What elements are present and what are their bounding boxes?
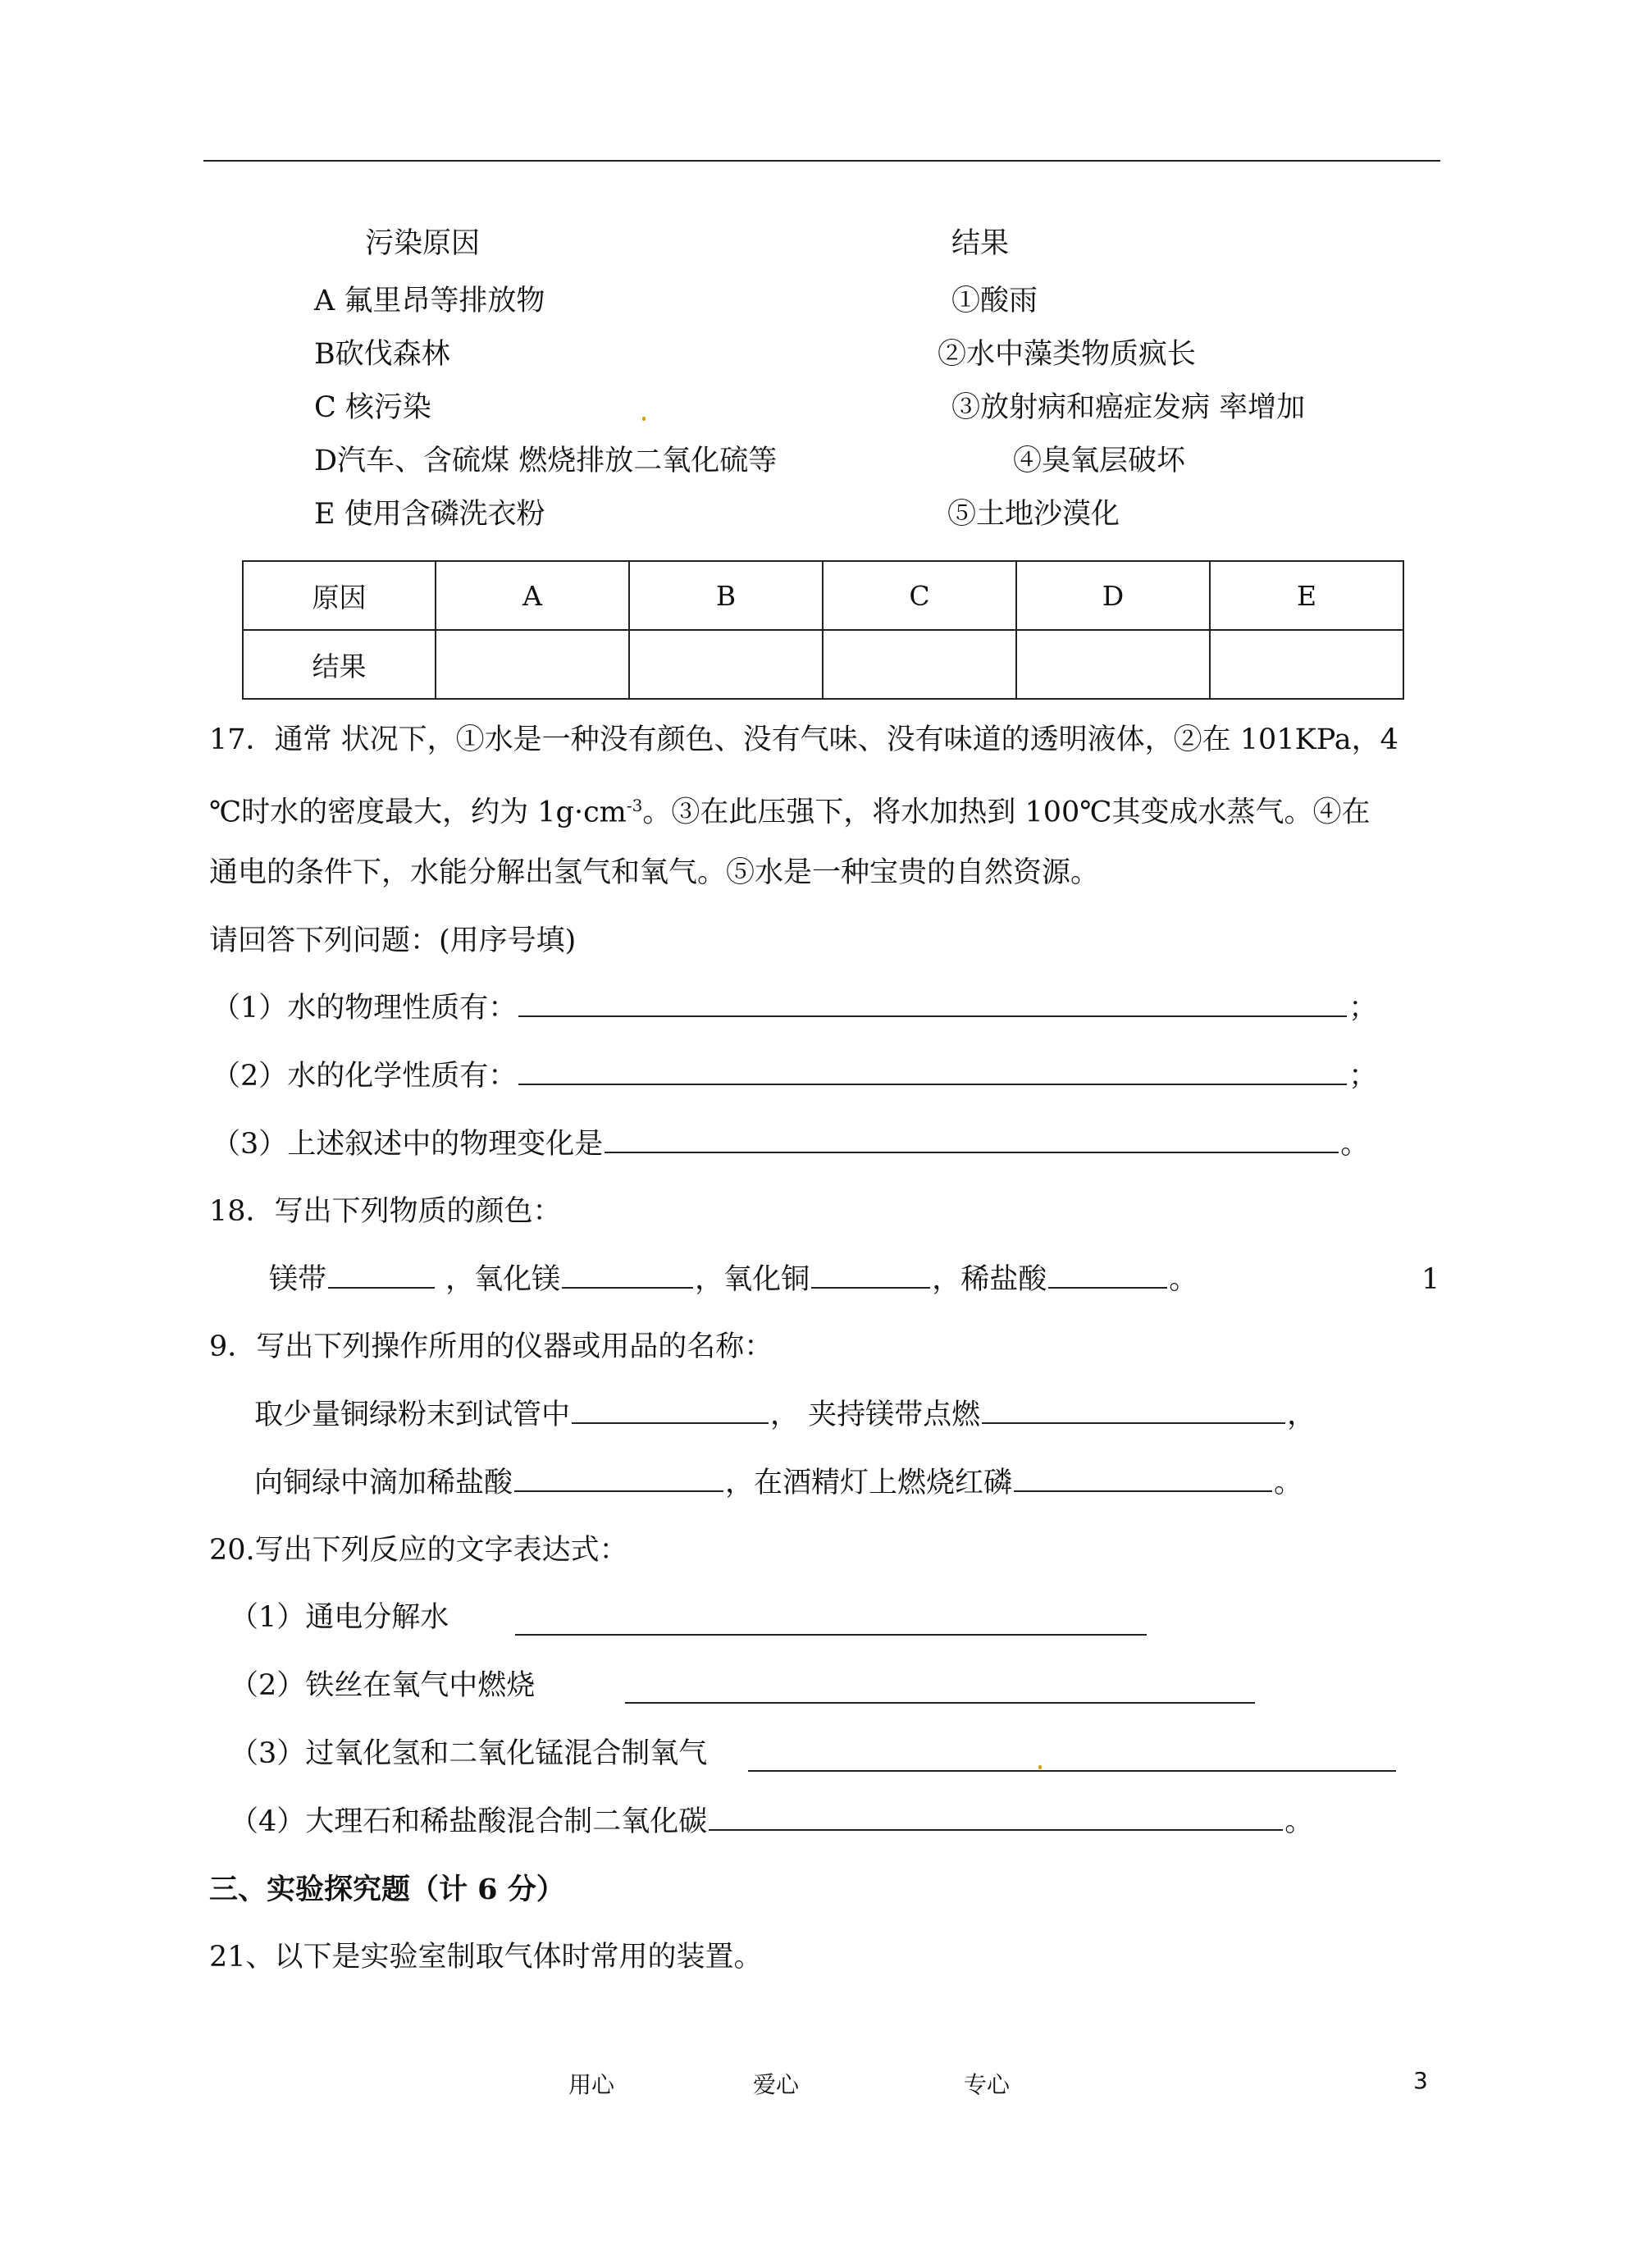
cause-d: D汽车、含硫煤 燃烧排放二氧化硫等 [314,445,778,477]
cause-header: 污染原因 [365,227,481,260]
answer-blank-hcl[interactable] [1048,1262,1167,1289]
q18-page-mark: 1 [1421,1263,1440,1296]
page-number: 3 [1413,2067,1428,2094]
q17-line2: ℃时水的密度最大，约为 $1g\cdot cm^{-3}$。③在此压强下，将水加热到 100℃其变成水蒸气。④在 [209,796,1371,829]
q19-row1: 取少量铜绿粉末到试管中 ， 夹持镁带点燃 ， [254,1399,1316,1431]
answer-blank-chemical[interactable] [518,1059,1347,1085]
q20-i1: （1）通电分解水 [230,1601,449,1634]
answer-blank-co2[interactable] [709,1805,1283,1831]
answer-cell-e[interactable] [1210,630,1403,699]
cause-a: A 氟里昂等排放物 [314,285,545,317]
q18-items: 镁带 ，氧化镁 ，氧化铜 ，稀盐酸 。 [269,1263,1198,1296]
answer-blank-spoon[interactable] [1014,1466,1272,1492]
answer-cell-c[interactable] [823,630,1016,699]
result-2: ②水中藻类物质疯长 [938,338,1197,371]
q20-i2: （2）铁丝在氧气中燃烧 [230,1669,536,1702]
footer-word-3: 专心 [964,2071,1011,2098]
result-1: ①酸雨 [951,285,1038,317]
footer-word-2: 爱心 [753,2071,800,2098]
row-label-cause: 原因 [243,561,436,630]
answer-cell-a[interactable] [436,630,629,699]
q17-sub1: （1）水的物理性质有： ； [212,992,1378,1024]
q17-sub2: （2）水的化学性质有： ； [212,1060,1378,1093]
q19-row2: 向铜绿中滴加稀盐酸 ，在酒精灯上燃烧红磷 。 [254,1467,1303,1499]
q17-sub3: （3）上述叙述中的物理变化是 。 [212,1128,1370,1161]
answer-blank-cuo[interactable] [811,1262,930,1289]
answer-cell-b[interactable] [629,630,823,699]
header-rule [203,160,1440,162]
result-5: ⑤土地沙漠化 [947,498,1120,531]
table-row [243,561,1403,630]
result-3: ③放射病和癌症发病 率增加 [951,391,1306,424]
answer-blank-mgo[interactable] [562,1262,693,1289]
col-b: B [629,561,823,630]
q20-title: 20.写出下列反应的文字表达式： [209,1534,628,1567]
scan-speck [1038,1765,1042,1769]
cause-b: B砍伐森林 [314,338,450,371]
answer-blank-physical[interactable] [518,991,1347,1017]
answer-blank-physical-change[interactable] [605,1127,1339,1153]
answer-blank-mg-ribbon[interactable] [328,1262,435,1289]
footer-word-1: 用心 [568,2071,615,2098]
section-3-heading: 三、实验探究题（计 6 分） [209,1873,565,1906]
result-header: 结果 [951,227,1010,260]
q20-i4: （4）大理石和稀盐酸混合制二氧化碳 。 [230,1805,1314,1838]
scan-speck [642,417,646,421]
answer-blank-tongs[interactable] [982,1398,1285,1424]
answer-line-peroxide[interactable] [748,1770,1396,1772]
answer-line-iron[interactable] [625,1702,1255,1704]
answer-line-electrolysis[interactable] [515,1634,1147,1636]
q17-line1: 17．通常 状况下，①水是一种没有颜色、没有气味、没有味道的透明液体，②在 101KPa，4 [209,723,1398,756]
row-label-result: 结果 [243,630,436,699]
answer-cell-d[interactable] [1016,630,1210,699]
cause-e: E 使用含磷洗衣粉 [314,498,545,531]
col-e: E [1210,561,1403,630]
col-c: C [823,561,1016,630]
q20-i3: （3）过氧化氢和二氧化锰混合制氧气 [230,1737,708,1770]
answer-blank-powder[interactable] [572,1398,769,1424]
result-4: ④臭氧层破坏 [1013,445,1186,477]
col-a: A [436,561,629,630]
table-row [243,630,1403,699]
answer-blank-dropper[interactable] [514,1466,723,1492]
col-d: D [1016,561,1210,630]
cause-c: C 核污染 [314,391,431,424]
matching-table [242,560,1404,700]
q19-title: 9．写出下列操作所用的仪器或用品的名称： [209,1330,773,1363]
q21-text: 21、以下是实验室制取气体时常用的装置。 [209,1941,763,1974]
q17-line3: 通电的条件下，水能分解出氢气和氧气。⑤水是一种宝贵的自然资源。 [209,856,1100,889]
q18-title: 18．写出下列物质的颜色： [209,1195,562,1228]
q17-prompt: 请回答下列问题：(用序号填) [209,924,577,957]
